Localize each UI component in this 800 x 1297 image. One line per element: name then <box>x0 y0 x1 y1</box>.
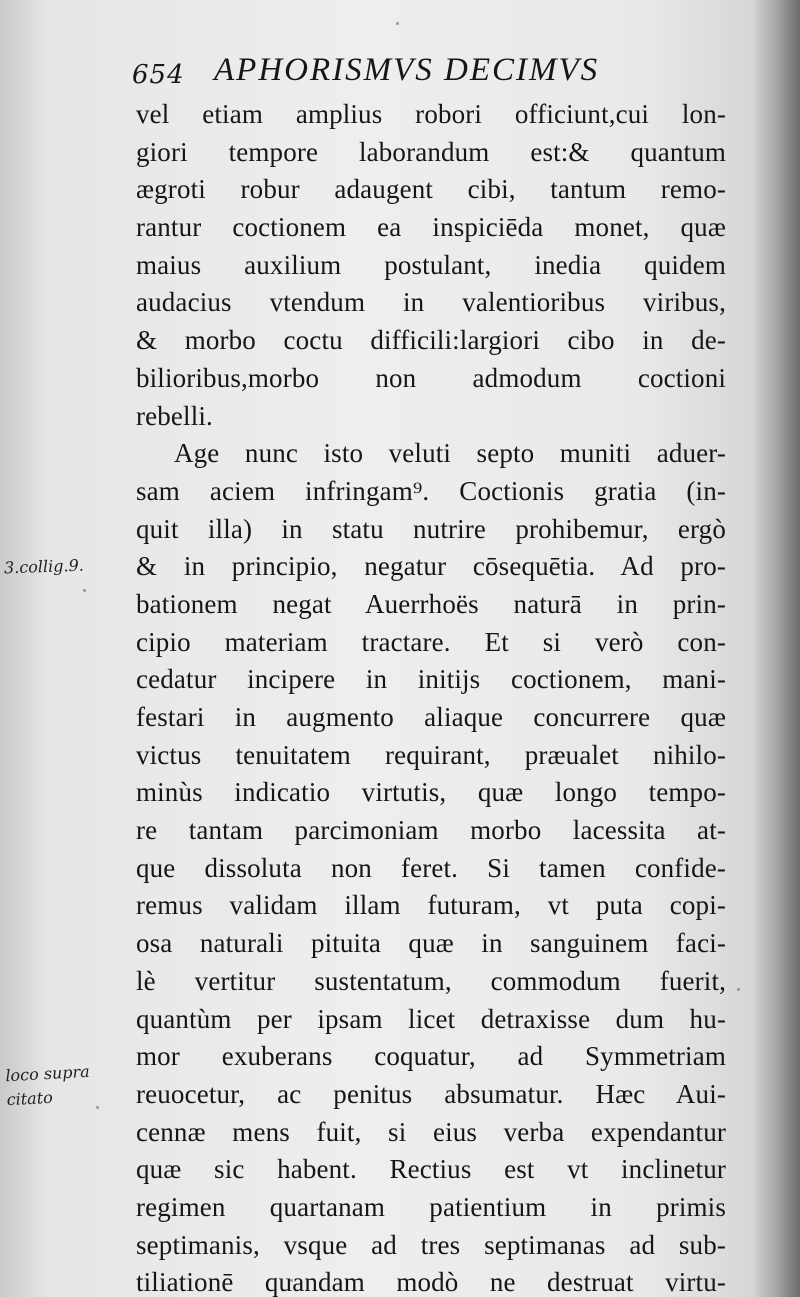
text-line: remus validam illam futuram, vt puta copi- <box>136 890 726 921</box>
text-line: festari in augmento aliaque concurrere quæ <box>136 702 726 732</box>
text-line: quantùm per ipsam licet detraxisse dum hu- <box>136 1003 726 1034</box>
text-line: tiliationē quandam modò ne destruat virtu- <box>136 1267 726 1297</box>
text-line: que dissoluta non feret. Si tamen confide- <box>136 852 726 883</box>
running-title: APHORISMVS DECIMVS <box>214 52 600 88</box>
text-line: reuocetur, ac penitus absumatur. Hæc Aui- <box>136 1078 726 1109</box>
text-line: quæ sic habent. Rectius est vt inclinetur <box>136 1154 726 1185</box>
text-line: cennæ mens fuit, si eius verba expendantur <box>136 1116 726 1147</box>
margin-note: 3.collig.9. <box>3 555 85 578</box>
ink-speck <box>396 22 399 25</box>
text-line: rantur coctionem ea inspiciēda monet, quæ <box>136 212 726 243</box>
text-line: cipio materiam tractare. Et si verò con- <box>136 626 726 657</box>
ink-speck <box>83 589 86 592</box>
text-line: septimanis, vsque ad tres septimanas ad sub- <box>136 1229 726 1260</box>
text-line: & in principio, negatur cōsequētia. Ad pro- <box>136 551 726 582</box>
page-number: 654 <box>132 60 185 90</box>
text-line: quit illa) in statu nutrire prohibemur, ergò <box>136 513 726 544</box>
text-line: minùs indicatio virtutis, quæ longo tempo- <box>136 777 726 808</box>
page-edge-shadow <box>752 0 800 1297</box>
text-line: sam aciem infringam⁹. Coctionis gratia (in- <box>136 475 726 506</box>
running-head <box>132 46 732 98</box>
text-line: bationem negat Auerrhoës naturā in prin- <box>136 588 726 619</box>
ink-speck <box>737 988 740 991</box>
text-line: & morbo coctu difficili:largiori cibo in de- <box>136 325 726 356</box>
text-line: osa naturali pituita quæ in sanguinem faci- <box>136 928 726 959</box>
text-line: bilioribus,morbo non admodum coctioni <box>136 362 726 393</box>
text-line: maius auxilium postulant, inedia quidem <box>136 249 726 280</box>
ink-speck <box>96 1106 99 1109</box>
margin-note <box>5 1060 92 1112</box>
text-line: rebelli. <box>136 400 213 431</box>
text-line: mor exuberans coquatur, ad Symmetriam <box>136 1041 726 1072</box>
text-line: vel etiam amplius robori officiunt,cui lon- <box>136 99 726 129</box>
body-text <box>136 96 726 1297</box>
text-line: giori tempore laborandum est:& quantum <box>136 136 726 167</box>
text-line: re tantam parcimoniam morbo lacessita at- <box>136 815 726 846</box>
text-line: victus tenuitatem requirant, præualet nihilo- <box>136 739 726 770</box>
text-line: regimen quartanam patientium in primis <box>136 1191 726 1222</box>
margin-note-line: loco supra <box>4 1061 91 1086</box>
text-line: audacius vtendum in valentioribus viribus, <box>136 287 726 318</box>
text-line: ægroti robur adaugent cibi, tantum remo- <box>136 174 726 205</box>
text-line: Age nunc isto veluti septo muniti aduer- <box>174 438 726 469</box>
text-line: lè vertitur sustentatum, commodum fuerit, <box>136 965 726 996</box>
margin-note-line: citato <box>6 1087 54 1110</box>
text-line: cedatur incipere in initijs coctionem, mani- <box>136 664 726 695</box>
